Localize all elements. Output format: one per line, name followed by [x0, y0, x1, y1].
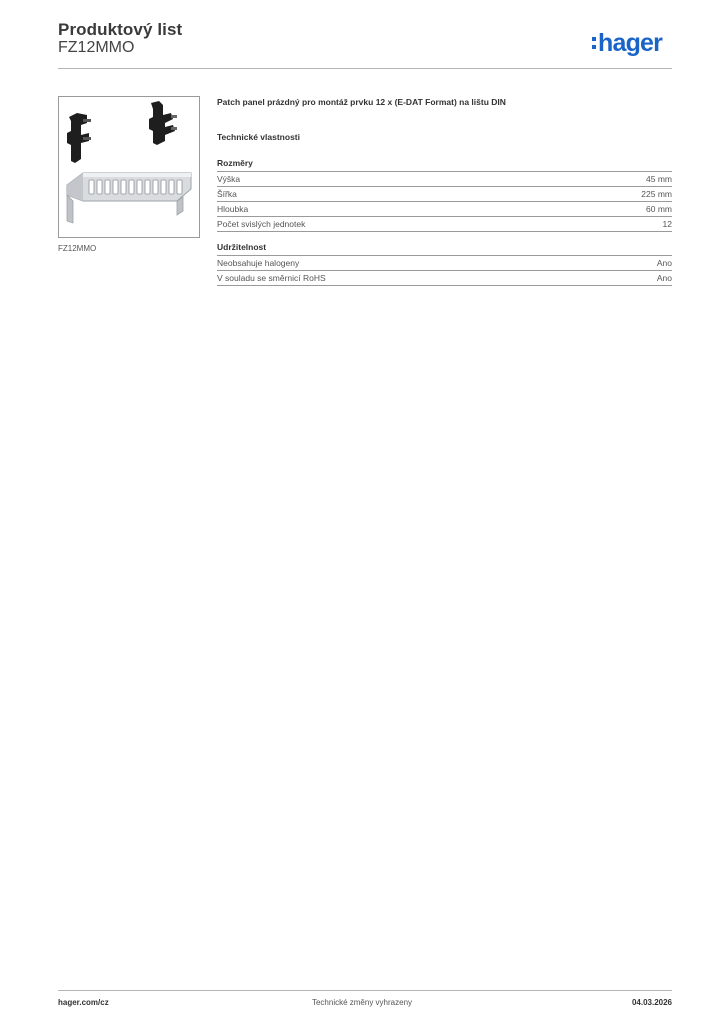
spec-label: V souladu se směrnicí RoHS	[217, 273, 326, 283]
spec-row	[217, 217, 672, 232]
spec-value: 45 mm	[646, 174, 672, 184]
product-description: Patch panel prázdný pro montáž prvku 12 x (E-DAT Format) na lištu DIN	[217, 97, 506, 107]
spec-row	[217, 256, 672, 271]
image-caption: FZ12MMO	[58, 244, 97, 253]
spec-label: Výška	[217, 174, 241, 184]
group-title-dimensions: Rozměry	[217, 157, 672, 172]
spec-label: Hloubka	[217, 204, 249, 214]
spec-value: Ano	[656, 273, 672, 283]
product-details	[217, 96, 672, 286]
spec-label: Neobsahuje halogeny	[217, 258, 300, 268]
spec-label: Počet svislých jednotek	[217, 219, 306, 229]
footer-notice: Technické změny vyhrazeny	[311, 998, 413, 1007]
panel-body-icon	[67, 173, 191, 223]
spec-value: Ano	[656, 258, 672, 268]
spec-label: Šířka	[217, 189, 237, 199]
logo-text: hager	[598, 28, 663, 57]
spec-row	[217, 187, 672, 202]
footer-website-link[interactable]: hager.com/cz	[58, 998, 109, 1007]
patch-panel-illustration	[59, 97, 199, 237]
footer-divider	[58, 990, 672, 991]
spec-row	[217, 172, 672, 187]
right-bracket-icon	[149, 101, 177, 145]
header-divider	[58, 68, 672, 69]
product-image	[58, 96, 200, 238]
spec-value: 60 mm	[646, 204, 672, 214]
spec-row	[217, 271, 672, 286]
left-bracket-icon	[67, 113, 91, 163]
page-title: Produktový list	[58, 20, 183, 39]
product-code: FZ12MMO	[58, 39, 135, 56]
group-title-sustainability: Udržitelnost	[217, 241, 672, 256]
hager-logo	[592, 28, 662, 58]
spec-row	[217, 202, 672, 217]
technical-section-title: Technické vlastnosti	[217, 132, 300, 142]
footer-date: 04.03.2026	[631, 998, 672, 1007]
spec-value: 225 mm	[641, 189, 672, 199]
spec-value: 12	[662, 219, 672, 229]
logo-dots	[592, 37, 596, 49]
